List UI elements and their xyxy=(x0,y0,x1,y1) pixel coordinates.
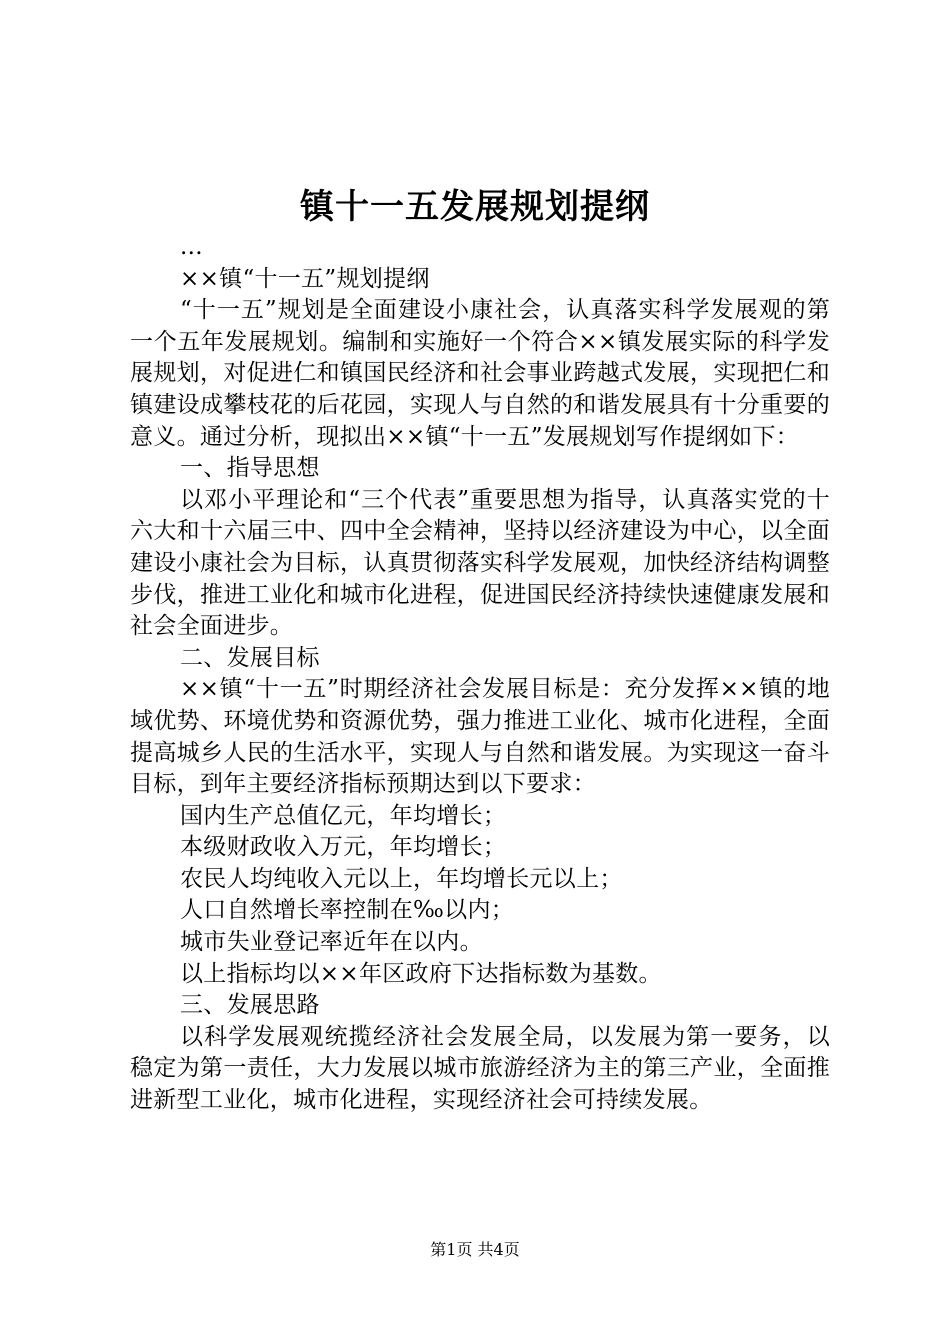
goal-item-farmer-income: 农民人均纯收入元以上，年均增长元以上； xyxy=(180,865,623,892)
intro-paragraph: “十一五”规划是全面建设小康社会，认真落实科学发展观的第一个五年发展规划。编制和实施好一个符合××镇发展实际的科学发展规划，对促进仁和镇国民经济和社会事业跨越式发展，实现把仁和镇建设成攀枝花的后花园，实现人与自然的和谐发展具有十分重要的意义。通过分析，现拟出××镇“十一五”发展规划写作提纲如下： xyxy=(130,297,830,450)
section-heading-guiding-ideology: 一、指导思想 xyxy=(180,455,320,482)
development-goals-paragraph: ××镇“十一五”时期经济社会发展目标是：充分发挥××镇的地域优势、环境优势和资源优势，强力推进工业化、城市化进程，全面提高城乡人民的生活水平，实现人与自然和谐发展。为实现这一奋斗目标，到年主要经济指标预期达到以下要求： xyxy=(130,676,830,798)
goal-item-unemployment: 城市失业登记率近年在以内。 xyxy=(180,929,483,956)
ellipsis-line: ... xyxy=(180,234,203,260)
development-approach-paragraph: 以科学发展观统揽经济社会发展全局，以发展为第一要务，以稳定为第一责任，大力发展以城市旅游经济为主的第三产业，全面推进新型工业化，城市化进程，实现经济社会可持续发展。 xyxy=(130,1023,830,1114)
goal-item-population-growth: 人口自然增长率控制在‰以内； xyxy=(180,897,515,924)
section-heading-development-approach: 三、发展思路 xyxy=(180,992,320,1019)
page-number-footer: 第1页 共4页 xyxy=(430,1240,520,1259)
subtitle-line: ××镇“十一五”规划提纲 xyxy=(180,265,430,292)
goal-item-fiscal-revenue: 本级财政收入万元，年均增长； xyxy=(180,834,507,861)
goals-baseline-note: 以上指标均以××年区政府下达指标数为基数。 xyxy=(180,960,662,987)
document-title: 镇十一五发展规划提纲 xyxy=(300,187,650,227)
goal-item-gdp: 国内生产总值亿元，年均增长； xyxy=(180,802,507,829)
section-heading-development-goals: 二、发展目标 xyxy=(180,644,320,671)
document-body xyxy=(130,232,830,1117)
guiding-ideology-paragraph: 以邓小平理论和“三个代表”重要思想为指导，认真落实党的十六大和十六届三中、四中全会精神，坚持以经济建设为中心，以全面建设小康社会为目标，认真贯彻落实科学发展观，加快经济结构调整步伐，推进工业化和城市化进程，促进国民经济持续快速健康发展和社会全面进步。 xyxy=(130,486,830,640)
